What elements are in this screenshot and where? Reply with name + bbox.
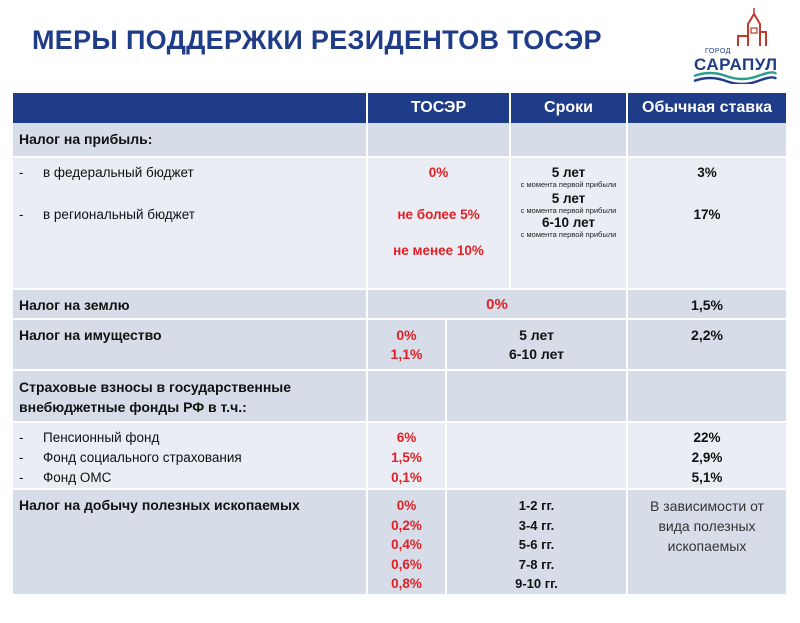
mining-tosr-2: 0,4% (391, 537, 422, 552)
regional-term-2-note: с момента первой прибыли (520, 230, 617, 239)
mining-tosr-3: 0,6% (391, 556, 422, 572)
mining-normal-rate: В зависимости от вида полезных ископаемых (626, 490, 786, 594)
social-tosr: 1,5% (391, 450, 422, 465)
oms-normal-rate: 5,1% (691, 470, 723, 485)
header-col1 (13, 93, 366, 123)
social-normal-rate: 2,9% (691, 450, 723, 465)
insurance-title: Страховые взносы в государственные внебюджетные фонды РФ в т.ч.: (19, 379, 292, 415)
property-term-2: 6-10 лет (508, 346, 565, 362)
regional-tosr-rate-2: не менее 10% (393, 243, 484, 258)
oms-tosr: 0,1% (391, 470, 422, 485)
insurance-items (13, 421, 786, 488)
regional-normal-rate: 17% (693, 207, 721, 222)
list-item: - Пенсионный фонд (19, 428, 360, 448)
mining-tosr-4: 0,8% (391, 576, 422, 591)
federal-budget-label: в федеральный бюджет (43, 165, 194, 180)
mining-tosr-0: 0% (396, 498, 417, 513)
regional-term-1-note: с момента первой прибыли (520, 206, 617, 215)
mining-tax-row (13, 488, 786, 594)
mining-term-1: 3-4 гг. (518, 517, 555, 533)
land-tax-tosr: 0% (366, 290, 626, 318)
mining-term-0: 1-2 гг. (518, 498, 555, 513)
federal-tosr-rate: 0% (428, 165, 449, 180)
property-tosr-1: 0% (396, 327, 417, 343)
profit-tax-title: Налог на прибыль: (19, 131, 153, 147)
land-tax-normal-rate: 1,5% (626, 290, 786, 318)
regional-term-1: 5 лет (551, 191, 586, 206)
support-measures-table (13, 93, 786, 594)
property-normal-rate: 2,2% (626, 320, 786, 369)
list-item: - Фонд ОМС (19, 468, 360, 488)
pension-fund-label: Пенсионный фонд (43, 430, 160, 445)
land-tax-row (13, 288, 786, 318)
property-tax-title: Налог на имущество (19, 327, 162, 343)
logo-small-text: ГОРОД (705, 48, 731, 55)
regional-term-2: 6-10 лет (541, 215, 596, 230)
list-item: - в федеральный бюджет (19, 165, 360, 207)
pension-tosr: 6% (396, 430, 417, 445)
list-item: - в региональный бюджет (19, 207, 195, 222)
federal-normal-rate: 3% (697, 165, 717, 180)
header-tosr: ТОСЭР (366, 93, 509, 123)
land-tax-title: Налог на землю (19, 297, 130, 313)
logo-city-name: САРАПУЛ (694, 55, 778, 74)
property-tax-row (13, 318, 786, 369)
list-item: - Фонд социального страхования (19, 448, 360, 468)
profit-tax-row (13, 123, 786, 156)
page-title: МЕРЫ ПОДДЕРЖКИ РЕЗИДЕНТОВ ТОСЭР (32, 25, 602, 55)
regional-tosr-rate-1: не более 5% (397, 207, 480, 222)
social-fund-label: Фонд социального страхования (43, 450, 242, 465)
mining-tax-title: Налог на добычу полезных ископаемых (19, 497, 300, 513)
table-header (13, 93, 786, 123)
insurance-row (13, 369, 786, 421)
mining-term-3: 7-8 гг. (518, 556, 555, 572)
property-tosr-2: 1,1% (390, 346, 423, 362)
profit-tax-details (13, 156, 786, 288)
oms-fund-label: Фонд ОМС (43, 470, 112, 485)
mining-term-4: 9-10 гг. (515, 576, 558, 591)
pension-normal-rate: 22% (693, 430, 721, 445)
federal-term: 5 лет (551, 165, 586, 180)
header-normal-rate: Обычная ставка (626, 93, 786, 123)
header-terms: Сроки (509, 93, 626, 123)
property-term-1: 5 лет (519, 327, 554, 343)
mining-term-2: 5-6 гг. (518, 537, 555, 552)
regional-budget-label: в региональный бюджет (43, 207, 195, 222)
mining-tosr-1: 0,2% (391, 517, 422, 533)
federal-term-note: с момента первой прибыли (520, 180, 617, 189)
city-logo (690, 8, 782, 84)
